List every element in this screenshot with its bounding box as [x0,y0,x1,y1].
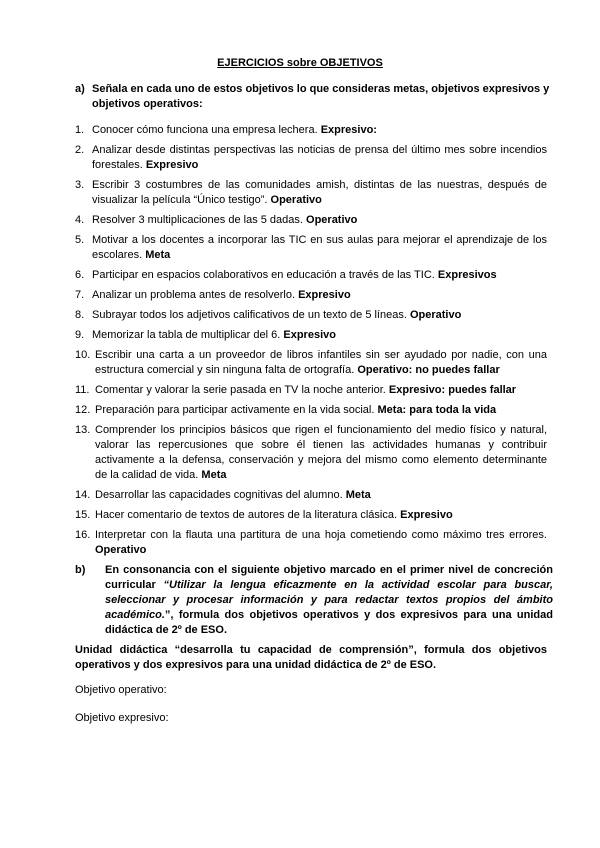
list-item [75,308,547,323]
item-number: 3. [75,179,85,191]
item-answer: Expresivo [298,289,351,301]
item-text: Analizar desde distintas perspectivas las noticias de prensa del último mes sobre incendios forestales. [92,144,547,171]
list-item [75,288,547,303]
item-text: Interpretar con la flauta una partitura de una hoja cometiendo como máximo tres errores. [95,529,547,541]
item-text: Resolver 3 multiplicaciones de las 5 dadas. [92,214,303,226]
item-answer: Meta [145,249,171,261]
item-number: 14. [75,489,91,501]
item-number: 2. [75,144,85,156]
item-answer: Meta: para toda la vida [377,404,497,416]
item-answer: Operativo [409,309,462,321]
section-b-paragraph [75,563,553,638]
list-item [75,268,547,283]
item-text: Subrayar todos los adjetivos calificativos de un texto de 5 líneas. [92,309,407,321]
item-answer: Expresivo: [320,124,377,136]
item-text: Participar en espacios colaborativos en educación a través de las TIC. [92,269,435,281]
section-a-marker: a) [75,83,85,95]
item-answer: Operativo: no puedes fallar [357,364,500,376]
list-item [75,143,547,173]
unit-paragraph: Unidad didáctica “desarrolla tu capacidad de comprensión”, formula dos objetivos operativos y dos expresivos para una unidad didáctica de 2º de ESO. [75,644,547,671]
section-a-text: Señala en cada uno de estos objetivos lo que consideras metas, objetivos expresivos y objetivos operativos: [92,83,550,110]
item-number: 9. [75,329,85,341]
objetivo-expresivo-label: Objetivo expresivo: [75,712,169,724]
list-item [75,178,547,208]
section-b-marker: b) [75,564,86,576]
item-text: Comentar y valorar la serie pasada en TV la noche anterior. [95,384,386,396]
item-number: 4. [75,214,85,226]
page-title: EJERCICIOS sobre OBJETIVOS [217,57,383,69]
item-answer: Meta [201,469,227,481]
item-number: 6. [75,269,85,281]
item-number: 5. [75,234,85,246]
item-answer: Operativo [95,544,147,556]
item-text: Motivar a los docentes a incorporar las TIC en sus aulas para mejorar el aprendizaje de los escolares. [92,234,547,261]
item-answer: Expresivo [145,159,199,171]
objectives-list [75,123,547,563]
item-number: 16. [75,529,91,541]
item-number: 1. [75,124,85,136]
section-a-heading [75,82,553,112]
item-number: 15. [75,509,91,521]
item-number: 7. [75,289,85,301]
list-item [75,348,547,378]
item-text: Memorizar la tabla de multiplicar del 6. [92,329,281,341]
item-text: Desarrollar las capacidades cognitivas del alumno. [95,489,343,501]
list-item [75,383,547,398]
list-item [75,328,547,343]
list-item [75,403,547,418]
item-text: Escribir una carta a un proveedor de libros infantiles sin ser ayudado por nadie, con una estructura comercial y sin ninguna falta de ortografía. [95,349,547,376]
list-item [75,423,547,483]
item-text: Conocer cómo funciona una empresa lechera. [92,124,318,136]
item-answer: Operativo [306,214,358,226]
item-number: 8. [75,309,85,321]
item-answer: Expresivos [437,269,497,281]
item-answer: Expresivo [400,509,453,521]
item-answer: Operativo [270,194,322,206]
list-item [75,123,547,138]
item-number: 12. [75,404,91,416]
list-item [75,233,547,263]
item-number: 11. [75,384,90,396]
item-text: Escribir 3 costumbres de las comunidades amish, distintas de las nuestras, después de visualizar la película “Único testigo”. [92,179,547,206]
list-item [75,213,547,228]
item-text: Analizar un problema antes de resolverlo. [92,289,296,301]
item-text: Hacer comentario de textos de autores de la literatura clásica. [95,509,398,521]
section-b-intro: En consonancia con el siguiente objetivo marcado en el primer nivel de concreción curricular [105,564,553,591]
section-b-quote: “Utilizar la lengua eficazmente en la actividad escolar para buscar, seleccionar y procesar información y para redactar textos propios del ámbito académico. [105,579,553,621]
item-answer: Expresivo [283,329,336,341]
list-item [75,528,547,558]
list-item [75,488,547,503]
objetivo-operativo-label: Objetivo operativo: [75,684,167,696]
item-answer: Expresivo: puedes fallar [388,384,517,396]
item-text: Comprender los principios básicos que rigen el funcionamiento del medio físico y natural, valorar las repercusiones que sobre él tienen las actividades humanas y contribuir activamente a la defensa, conservación y mejora del mismo como elemento determinante de la calidad de vida. [95,424,547,481]
item-answer: Meta [345,489,371,501]
item-number: 13. [75,424,91,436]
item-text: Preparación para participar activamente en la vida social. [95,404,375,416]
list-item [75,508,547,523]
item-number: 10. [75,349,91,361]
section-b-instruction: ”, formula dos objetivos operativos y dos expresivos para una unidad didáctica de 2º de ESO. [105,609,553,636]
